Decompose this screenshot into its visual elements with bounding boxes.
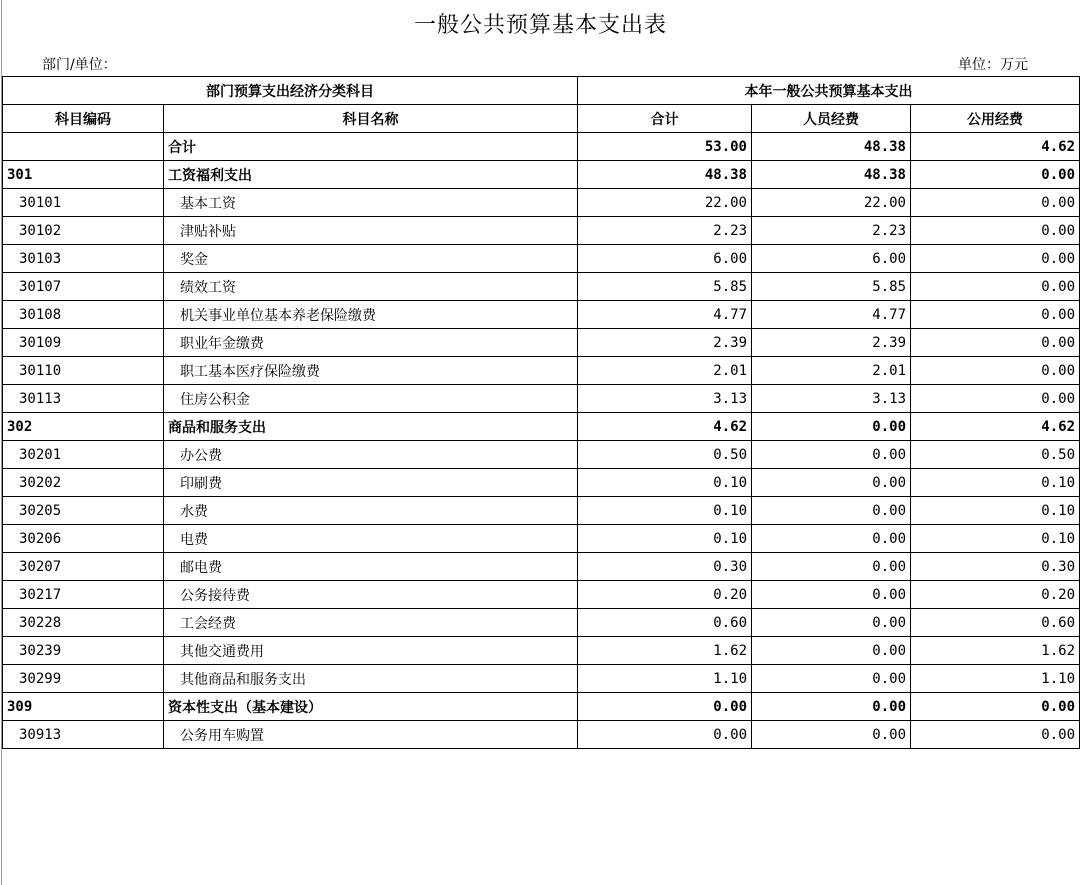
col-header-total: 合计 <box>578 105 752 133</box>
table-row <box>3 497 1080 525</box>
cell-name: 津贴补贴 <box>164 217 578 245</box>
cell-name: 职工基本医疗保险缴费 <box>164 357 578 385</box>
cell-personnel: 0.00 <box>752 637 911 665</box>
table-row <box>3 693 1080 721</box>
cell-public: 0.00 <box>911 245 1080 273</box>
cell-code: 30103 <box>3 245 164 273</box>
unit-label: 单位：万元 <box>958 57 1028 73</box>
cell-code: 30201 <box>3 441 164 469</box>
cell-personnel: 0.00 <box>752 721 911 749</box>
table-row <box>3 665 1080 693</box>
cell-name: 邮电费 <box>164 553 578 581</box>
cell-total: 0.10 <box>578 469 752 497</box>
cell-name: 资本性支出（基本建设） <box>164 693 578 721</box>
cell-public: 0.10 <box>911 469 1080 497</box>
cell-code: 30205 <box>3 497 164 525</box>
cell-total: 0.10 <box>578 497 752 525</box>
cell-personnel: 48.38 <box>752 133 911 161</box>
cell-personnel: 2.39 <box>752 329 911 357</box>
table-row <box>3 217 1080 245</box>
cell-code: 30202 <box>3 469 164 497</box>
cell-personnel: 48.38 <box>752 161 911 189</box>
table-column-header-row <box>3 105 1080 133</box>
cell-code: 30101 <box>3 189 164 217</box>
cell-total: 48.38 <box>578 161 752 189</box>
table-row <box>3 525 1080 553</box>
cell-public: 0.50 <box>911 441 1080 469</box>
cell-total: 6.00 <box>578 245 752 273</box>
cell-name: 住房公积金 <box>164 385 578 413</box>
cell-public: 0.00 <box>911 693 1080 721</box>
cell-total: 2.23 <box>578 217 752 245</box>
cell-code: 309 <box>3 693 164 721</box>
cell-code: 30299 <box>3 665 164 693</box>
cell-code: 30207 <box>3 553 164 581</box>
cell-personnel: 0.00 <box>752 469 911 497</box>
cell-code: 30110 <box>3 357 164 385</box>
cell-code: 30108 <box>3 301 164 329</box>
page-title: 一般公共预算基本支出表 <box>413 13 667 38</box>
cell-personnel: 2.23 <box>752 217 911 245</box>
cell-name: 印刷费 <box>164 469 578 497</box>
cell-total: 2.01 <box>578 357 752 385</box>
cell-total: 1.10 <box>578 665 752 693</box>
table-row <box>3 273 1080 301</box>
cell-total: 0.60 <box>578 609 752 637</box>
cell-name: 其他商品和服务支出 <box>164 665 578 693</box>
cell-name: 水费 <box>164 497 578 525</box>
cell-public: 0.00 <box>911 217 1080 245</box>
cell-total: 4.62 <box>578 413 752 441</box>
cell-public: 0.00 <box>911 301 1080 329</box>
cell-public: 0.00 <box>911 329 1080 357</box>
col-header-code: 科目编码 <box>3 105 164 133</box>
cell-personnel: 0.00 <box>752 581 911 609</box>
cell-personnel: 0.00 <box>752 665 911 693</box>
table-row <box>3 385 1080 413</box>
cell-personnel: 0.00 <box>752 441 911 469</box>
cell-code: 30217 <box>3 581 164 609</box>
cell-total: 22.00 <box>578 189 752 217</box>
cell-public: 0.60 <box>911 609 1080 637</box>
cell-name: 工资福利支出 <box>164 161 578 189</box>
cell-public: 1.62 <box>911 637 1080 665</box>
cell-code: 30228 <box>3 609 164 637</box>
cell-personnel: 0.00 <box>752 497 911 525</box>
cell-total: 1.62 <box>578 637 752 665</box>
table-row <box>3 721 1080 749</box>
cell-personnel: 6.00 <box>752 245 911 273</box>
table-row <box>3 413 1080 441</box>
cell-name: 电费 <box>164 525 578 553</box>
cell-total: 5.85 <box>578 273 752 301</box>
cell-name: 绩效工资 <box>164 273 578 301</box>
cell-name: 公务接待费 <box>164 581 578 609</box>
cell-name: 职业年金缴费 <box>164 329 578 357</box>
table-row <box>3 189 1080 217</box>
col-header-public: 公用经费 <box>911 105 1080 133</box>
table-row <box>3 301 1080 329</box>
cell-name: 其他交通费用 <box>164 637 578 665</box>
cell-public: 0.10 <box>911 497 1080 525</box>
cell-total: 0.30 <box>578 553 752 581</box>
table-row <box>3 581 1080 609</box>
cell-total: 0.10 <box>578 525 752 553</box>
table-row <box>3 161 1080 189</box>
cell-name: 公务用车购置 <box>164 721 578 749</box>
table-row <box>3 553 1080 581</box>
table-row <box>3 133 1080 161</box>
cell-personnel: 0.00 <box>752 693 911 721</box>
cell-personnel: 4.77 <box>752 301 911 329</box>
cell-public: 1.10 <box>911 665 1080 693</box>
cell-code: 30913 <box>3 721 164 749</box>
cell-code <box>3 133 164 161</box>
cell-code: 30113 <box>3 385 164 413</box>
cell-name: 机关事业单位基本养老保险缴费 <box>164 301 578 329</box>
cell-public: 0.10 <box>911 525 1080 553</box>
expenditure-table <box>2 76 1080 749</box>
cell-public: 0.30 <box>911 553 1080 581</box>
cell-name: 奖金 <box>164 245 578 273</box>
cell-total: 0.00 <box>578 693 752 721</box>
cell-personnel: 0.00 <box>752 609 911 637</box>
cell-total: 0.00 <box>578 721 752 749</box>
cell-total: 53.00 <box>578 133 752 161</box>
cell-total: 0.50 <box>578 441 752 469</box>
cell-public: 0.00 <box>911 721 1080 749</box>
cell-code: 301 <box>3 161 164 189</box>
cell-code: 30239 <box>3 637 164 665</box>
cell-public: 4.62 <box>911 133 1080 161</box>
cell-total: 3.13 <box>578 385 752 413</box>
table-row <box>3 357 1080 385</box>
cell-public: 0.20 <box>911 581 1080 609</box>
group-header-classification: 部门预算支出经济分类科目 <box>3 77 578 105</box>
cell-personnel: 0.00 <box>752 413 911 441</box>
cell-public: 0.00 <box>911 273 1080 301</box>
table-row <box>3 609 1080 637</box>
cell-personnel: 22.00 <box>752 189 911 217</box>
cell-code: 30102 <box>3 217 164 245</box>
cell-personnel: 5.85 <box>752 273 911 301</box>
col-header-personnel: 人员经费 <box>752 105 911 133</box>
cell-name: 工会经费 <box>164 609 578 637</box>
cell-total: 2.39 <box>578 329 752 357</box>
table-group-header-row <box>3 77 1080 105</box>
cell-personnel: 0.00 <box>752 553 911 581</box>
cell-name: 基本工资 <box>164 189 578 217</box>
cell-total: 0.20 <box>578 581 752 609</box>
cell-code: 30107 <box>3 273 164 301</box>
cell-name: 合计 <box>164 133 578 161</box>
cell-personnel: 2.01 <box>752 357 911 385</box>
department-label: 部门/单位： <box>42 57 117 73</box>
cell-public: 4.62 <box>911 413 1080 441</box>
table-row <box>3 245 1080 273</box>
table-row <box>3 441 1080 469</box>
cell-public: 0.00 <box>911 161 1080 189</box>
cell-personnel: 0.00 <box>752 525 911 553</box>
cell-code: 302 <box>3 413 164 441</box>
cell-personnel: 3.13 <box>752 385 911 413</box>
cell-public: 0.00 <box>911 189 1080 217</box>
table-row <box>3 329 1080 357</box>
group-header-expenditure: 本年一般公共预算基本支出 <box>578 77 1080 105</box>
cell-code: 30109 <box>3 329 164 357</box>
table-row <box>3 637 1080 665</box>
cell-public: 0.00 <box>911 357 1080 385</box>
cell-name: 商品和服务支出 <box>164 413 578 441</box>
cell-public: 0.00 <box>911 385 1080 413</box>
table-row <box>3 469 1080 497</box>
col-header-name: 科目名称 <box>164 105 578 133</box>
cell-code: 30206 <box>3 525 164 553</box>
cell-name: 办公费 <box>164 441 578 469</box>
cell-total: 4.77 <box>578 301 752 329</box>
